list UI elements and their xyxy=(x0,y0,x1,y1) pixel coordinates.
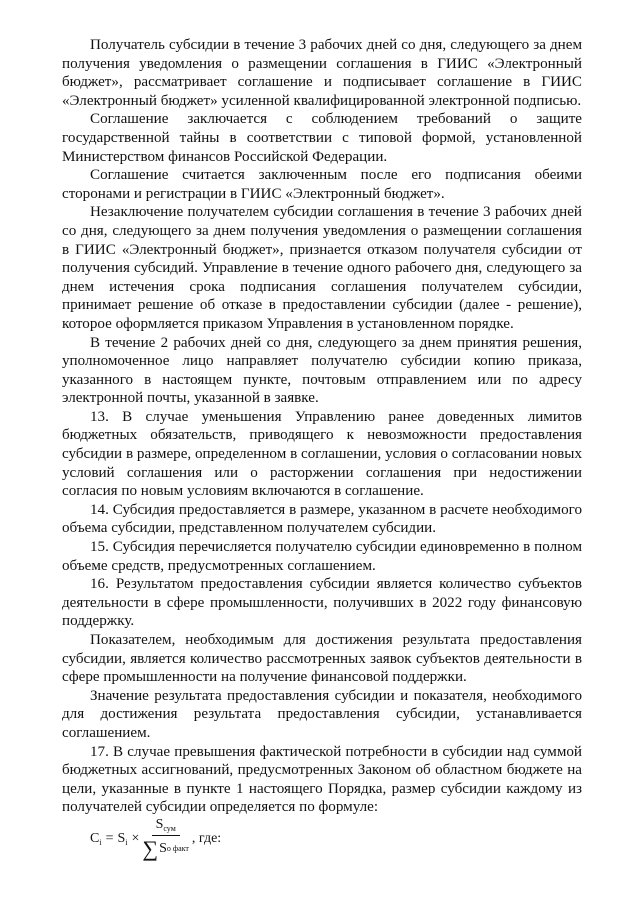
paragraph-16: 16. Результатом предоставления субсидии является количество субъектов деятельности в сфере промышленности, получивших в 2022 году финансовую поддержку. xyxy=(62,576,582,630)
formula-equals: = xyxy=(105,831,114,846)
formula-numerator xyxy=(152,818,180,836)
formula-numerator-symbol: S xyxy=(155,817,164,832)
document-body xyxy=(62,36,582,817)
subsidy-formula xyxy=(90,818,221,860)
paragraph-signing-procedure: Получатель субсидии в течение 3 рабочих дней со дня, следующего за днем получения уведомления о размещении соглашения в ГИИС «Электронный бюджет», рассматривает соглашение и подписывает соглашение в ГИИС «Электронный бюджет» усиленной квалифицированной электронной подписью. xyxy=(62,37,582,109)
formula-times: × xyxy=(131,831,140,846)
paragraph-17: 17. В случае превышения фактической потребности в субсидии над суммой бюджетных ассигнований, предусмотренных Законом об областном бюджете на цели, указанные в пункте 1 настоящего Порядка, размер субсидии каждому из получателей субсидии определяется по формуле: xyxy=(62,743,582,816)
sum-sign-icon: ∑ xyxy=(142,836,159,861)
formula-s-i-subscript: i xyxy=(125,837,128,847)
paragraph-result-value: Значение результата предоставления субсидии и показателя, необходимого для достижения результата предоставления субсидии, устанавливается соглашением. xyxy=(62,687,582,741)
paragraph-agreement-concluded: Соглашение считается заключенным после его подписания обеими сторонами и регистрации в ГИИС «Электронный бюджет». xyxy=(62,167,582,202)
paragraph-order-copy: В течение 2 рабочих дней со дня, следующего за днем принятия решения, уполномоченное лицо направляет получателю субсидии копию приказа, указанного в настоящем пункте, почтовым отправлением или по адресу электронной почты, указанной в заявке. xyxy=(62,334,582,407)
formula-denominator-subscript: о факт xyxy=(166,844,189,853)
formula-denominator xyxy=(142,836,189,860)
formula-fraction xyxy=(142,818,189,860)
paragraph-state-secret: Соглашение заключается с соблюдением требований о защите государственной тайны в соответствии с типовой формой, установленной Министерством финансов Российской Федерации. xyxy=(62,111,582,165)
formula-denominator-symbol: S xyxy=(159,841,167,856)
formula-lhs-symbol: C xyxy=(90,830,100,846)
formula-s-i-symbol: S xyxy=(117,830,126,846)
paragraph-13: 13. В случае уменьшения Управлению ранее доведенных лимитов бюджетных обязательств, приводящего к невозможности предоставления субсидии в размере, определенном в соглашении, условия о согласовании новых условий соглашения или о расторжении соглашения при недостижении согласия по новым условиям включаются в соглашение. xyxy=(62,408,582,500)
formula-lhs-subscript: i xyxy=(99,837,102,847)
formula-tail: , где: xyxy=(191,831,222,846)
formula-lhs xyxy=(90,832,102,847)
paragraph-indicator: Показателем, необходимым для достижения результата предоставления субсидии, является количество рассмотренных заявок субъектов деятельности в сфере промышленности на получение финансовой поддержки. xyxy=(62,632,582,686)
paragraph-14: 14. Субсидия предоставляется в размере, указанном в расчете необходимого объема субсидии, представленном получателем субсидии. xyxy=(62,501,582,537)
paragraph-non-conclusion: Незаключение получателем субсидии соглашения в течение 3 рабочих дней со дня, следующего за днем получения уведомления о размещении соглашения в ГИИС «Электронный бюджет», признается отказом получателя субсидии от получения субсидий. Управление в течение одного рабочего дня, следующего за днем истечения срока подписания соглашения получателем субсидии, принимает решение об отказе в предоставлении субсидии (далее - решение), которое оформляется приказом Управления в установленном порядке. xyxy=(62,204,582,332)
formula-numerator-subscript: сум xyxy=(163,824,176,833)
paragraph-15: 15. Субсидия перечисляется получателю субсидии единовременно в полном объеме средств, предусмотренных соглашением. xyxy=(62,539,582,574)
formula-s-i xyxy=(117,832,127,847)
